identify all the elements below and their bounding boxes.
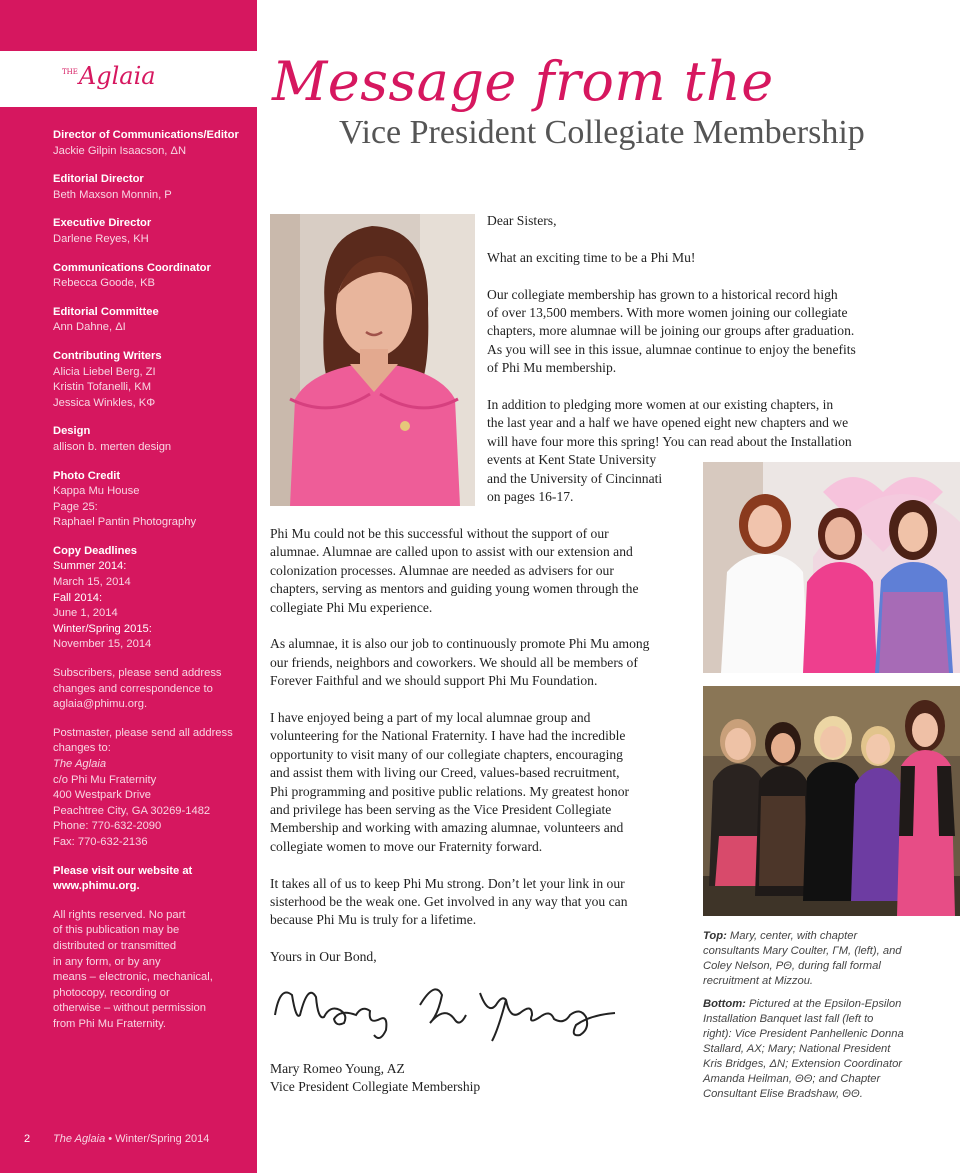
greeting: Dear Sisters, <box>487 213 557 228</box>
letter-paragraph: What an exciting time to be a Phi Mu! <box>487 249 696 265</box>
page-title-script: Message from the <box>272 50 774 113</box>
website-note: Please visit our website at www.phimu.org. <box>53 864 253 895</box>
staff-design: Design allison b. merten design <box>53 425 172 453</box>
staff-editor: Director of Communications/Editor Jackie Gilpin Isaacson, ΔN <box>53 129 239 157</box>
letter-paragraph: I have enjoyed being a part of my local alumnae group and volunteering for the National Fraternity. I have had the incredible opportunity to visit many of our collegiate chapters, encouraging and assist them with living our Creed, values-based recruitment, Phi programming and positive public relations. My greatest honor and privilege has been serving as the Vice President Collegiate Membership and working with amazing alumnae, volunteers and collegiate women to move our Fraternity forward. <box>270 710 630 854</box>
aglaia-logo: $^{THE}$Aglaia <box>62 62 156 90</box>
copy-deadlines: Copy Deadlines Summer 2014: March 15, 2014 Fall 2014: June 1, 2014 Winter/Spring 2015: November 15, 2014 <box>53 544 152 651</box>
photo-installation-banquet <box>703 686 960 916</box>
subscribers-note: Subscribers, please send address changes and correspondence to aglaia@phimu.org. <box>53 667 222 711</box>
closing: Yours in Our Bond, <box>270 949 377 965</box>
letter-paragraph: In addition to pledging more women at our existing chapters, in the last year and a half we have opened eight new chapters and we will have four more this spring! You can read about the Installation events at Kent State University and the University of Cincinnati on pages 16-17. <box>487 397 852 505</box>
staff-executive-director: Executive Director Darlene Reyes, KH <box>53 217 152 245</box>
rights-note: All rights reserved. No part of this publication may be distributed or transmitted in any form, or by any means – electronic, mechanical, photocopy, recording or otherwise – without permission from Phi Mu Fraternity. <box>53 908 213 1030</box>
letter-paragraph: Phi Mu could not be this successful without the support of our alumnae. Alumnae are called upon to assist with our extension and colonization processes. Alumnae are needed as advisers for our chapters, serving as mentors and guiding young women through the collegiate Phi Mu experience. <box>270 526 639 615</box>
staff-communications-coordinator: Communications Coordinator Rebecca Goode, KB <box>53 261 211 290</box>
signature-block <box>270 1060 480 1097</box>
photo-chapter-consultants <box>703 462 960 673</box>
signer-title: Vice President Collegiate Membership <box>270 1079 481 1095</box>
staff-editorial-committee: Editorial Committee Ann Dahne, ΔI <box>53 305 159 334</box>
portrait-photo <box>270 214 475 506</box>
caption-top: Top: Mary, center, with chapter consultants Mary Coulter, ΓM, (left), and Coley Nelson, PΘ, during fall formal recruitment at Mizzou. <box>703 930 902 987</box>
letter-paragraph: Our collegiate membership has grown to a historical record high of over 13,500 members. With more women joining our collegiate chapters, more alumnae will be joining our groups after graduation. As you will see in this issue, alumnae continue to enjoy the benefits of Phi Mu membership. <box>487 286 856 376</box>
letter-paragraph: As alumnae, it is also our job to continuously promote Phi Mu among our friends, neighbors and coworkers. We should all be members of Forever Faithful and we should support Phi Mu Foundation. <box>270 636 650 689</box>
letter-body <box>270 525 695 985</box>
page-title-subtitle: Vice President Collegiate Membership <box>339 114 865 151</box>
postmaster-note: Postmaster, please send all address changes to: The Aglaia c/o Phi Mu Fraternity 400 Westpark Drive Peachtree City, GA 30269-1482 Phone: 770-632-2090 Fax: 770-632-2136 <box>53 726 233 848</box>
staff-list <box>53 128 253 1046</box>
page-number: 2 <box>24 1133 31 1145</box>
caption-bottom: Bottom: Pictured at the Epsilon-Epsilon Installation Banquet last fall (left to right): Vice President Panhellenic Donna Stallard, AX; Mary; National President Kris Bridges, ΔN; Extension Coordinator Amanda Heilman, ΘΘ; and Chapter Consultant Elise Bradshaw, ΘΘ. <box>703 998 904 1100</box>
handwritten-signature <box>270 975 640 1045</box>
staff-contributing-writers: Contributing Writers Alicia Liebel Berg, ZI Kristin Tofanelli, KM Jessica Winkles, KΦ <box>53 349 162 409</box>
staff-editorial-director: Editorial Director Beth Maxson Monnin, P <box>53 173 172 201</box>
signer-name: Mary Romeo Young, AZ <box>270 1061 405 1076</box>
letter-paragraph: It takes all of us to keep Phi Mu strong. Don’t let your link in our sisterhood be the weak one. Get involved in any way that you can because Phi Mu is truly for a lifetime. <box>270 875 628 928</box>
website-link[interactable]: www.phimu.org. <box>53 880 140 893</box>
staff-photo-credit: Photo Credit Kappa Mu House Page 25: Raphael Pantin Photography <box>53 469 197 529</box>
folio: The Aglaia • Winter/Spring 2014 <box>53 1133 210 1145</box>
